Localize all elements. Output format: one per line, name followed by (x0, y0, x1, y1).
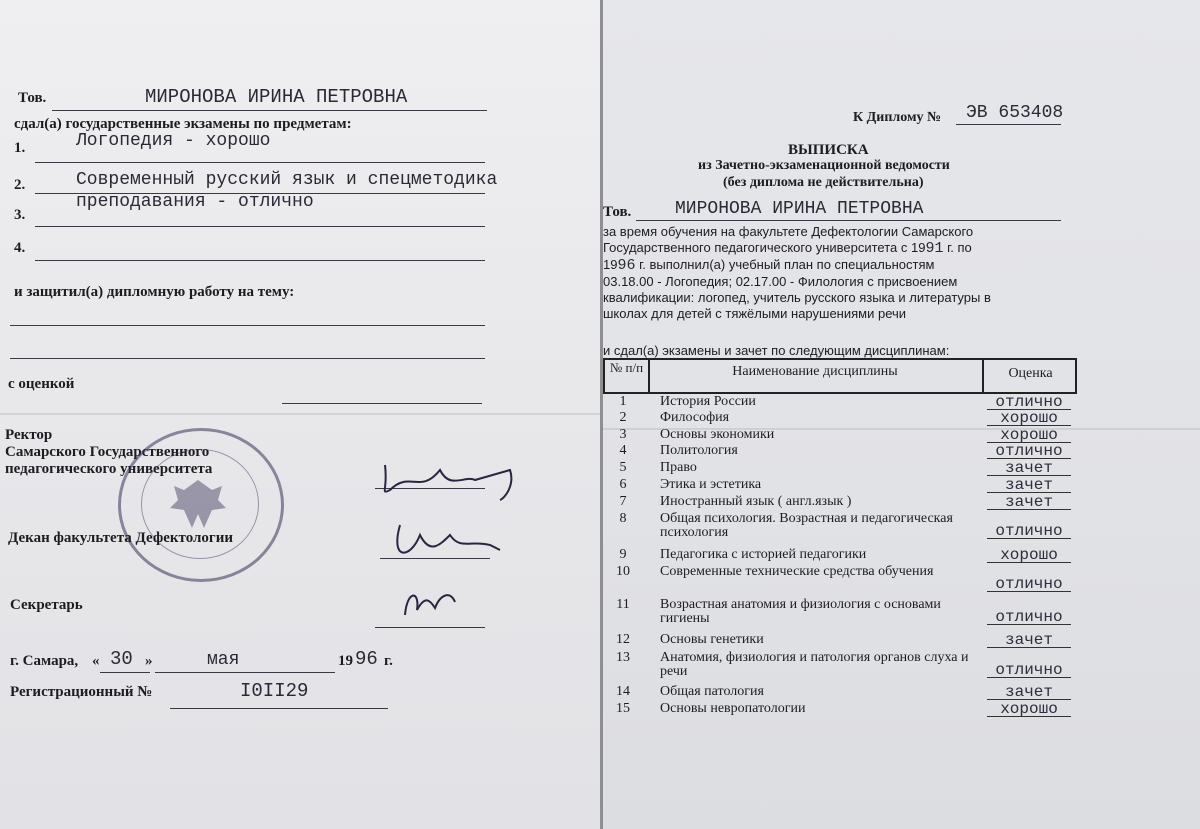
diploma-number: ЭВ 653408 (966, 103, 1064, 123)
year-end: 96 (617, 257, 636, 274)
row-number: 13 (616, 650, 630, 665)
discipline-grade: отлично (987, 663, 1071, 678)
rector-signature-icon (370, 450, 520, 505)
city-label: г. Самара, (10, 653, 79, 669)
student-name-right: МИРОНОВА ИРИНА ПЕТРОВНА (675, 199, 924, 219)
discipline-name: Этика и эстетика (660, 477, 762, 492)
exams-intro: и сдал(а) экзамены и зачет по следующим дисциплинам: (603, 343, 950, 358)
discipline-grade: хорошо (987, 702, 1071, 717)
row-number: 8 (619, 511, 627, 526)
discipline-name: Основы невропатологии (660, 701, 806, 716)
tov-label: Тов. (18, 90, 47, 106)
with-grade-label: с оценкой (8, 376, 75, 392)
row-number: 14 (616, 684, 630, 699)
left-page: Тов. МИРОНОВА ИРИНА ПЕТРОВНА сдал(а) государственные экзамены по предметам: 1. Логопедия - хорошо 2. Современный русский язык и спецметодика преподавания - отлично 3. 4. и защитил(а) дипломную работу на тему: с оценкой Ректор Самарского Государственного педагогического университета Декан факультета Дефектологии Секретарь г. Самара, « 30 » мая 19 96 г. Регистрационный № I0II29 (0, 0, 600, 829)
discipline-grade: хорошо (987, 428, 1071, 443)
discipline-grade: зачет (987, 685, 1071, 700)
discipline-grade: отлично (987, 395, 1071, 410)
exam-2: Современный русский язык и спецметодика (76, 170, 498, 190)
discipline-name: Общая патология (660, 684, 764, 699)
discipline-name: Современные технические средства обучения (660, 564, 934, 579)
discipline-name: Общая психология. Возрастная и педагогическая психология (660, 511, 953, 540)
secretary-signature-icon (395, 580, 465, 625)
year-start: 91 (925, 240, 944, 257)
university-line1: Самарского Государственного (5, 444, 210, 460)
row-number: 11 (616, 597, 630, 612)
tov-label-right: Тов. (603, 204, 632, 220)
discipline-name: Политология (660, 443, 738, 458)
row-number: 6 (619, 477, 627, 492)
row-number: 15 (616, 701, 630, 716)
diploma-label: К Диплому № (853, 110, 942, 125)
discipline-name: Философия (660, 410, 730, 425)
date-year-prefix: 19 (338, 653, 353, 669)
dean-signature-icon (380, 515, 510, 565)
student-name: МИРОНОВА ИРИНА ПЕТРОВНА (145, 86, 408, 108)
discipline-name: Анатомия, физиология и патология органов слуха и речи (660, 650, 969, 679)
discipline-grade: зачет (987, 478, 1071, 493)
dean-label: Декан факультета Дефектологии (8, 530, 234, 546)
header-name: Наименование дисциплины (732, 364, 898, 379)
exam-num-3: 3. (14, 207, 26, 223)
row-number: 10 (616, 564, 630, 579)
discipline-grade: зачет (987, 461, 1071, 476)
row-number: 9 (619, 547, 627, 562)
university-line2: педагогического университета (5, 461, 213, 477)
discipline-grade: зачет (987, 633, 1071, 648)
header-num: № п/п (605, 360, 650, 392)
date-year-end: г. (384, 653, 393, 669)
row-number: 3 (619, 427, 627, 442)
discipline-name: Возрастная анатомия и физиология с основами гигиены (660, 597, 941, 626)
discipline-name: Иностранный язык ( англ.язык ) (660, 494, 852, 509)
eagle-emblem-icon (118, 428, 278, 576)
state-exams-label: сдал(а) государственные экзамены по предметам: (14, 116, 352, 132)
row-number: 7 (619, 494, 627, 509)
date-year-suffix: 96 (355, 648, 378, 670)
doc-note: (без диплома не действительна) (723, 175, 924, 190)
fold-line (0, 413, 600, 415)
exam-2-cont: преподавания - отлично (76, 192, 314, 212)
para-line-1: за время обучения на факультете Дефектологии Самарского (603, 224, 974, 239)
doc-subtitle: из Зачетно-экзаменационной ведомости (698, 158, 950, 173)
exam-num-2: 2. (14, 177, 26, 193)
discipline-grade: отлично (987, 610, 1071, 625)
discipline-grade: отлично (987, 444, 1071, 459)
discipline-name: Право (660, 460, 697, 475)
year-end-tail: г. выполнил(а) учебный план по специальностям (639, 257, 935, 272)
discipline-grade: отлично (987, 524, 1071, 539)
header-grade: Оценка (982, 360, 1077, 392)
row-number: 1 (619, 394, 627, 409)
row-number: 4 (619, 443, 627, 458)
date-day: 30 (110, 648, 133, 670)
year-to-label: г. по (947, 240, 972, 255)
discipline-grade: отлично (987, 577, 1071, 592)
date-month: мая (207, 650, 240, 670)
para-line-3: 19 (603, 257, 618, 272)
para-line-6: школах для детей с тяжёлыми нарушениями речи (603, 306, 907, 321)
para-line-4: 03.18.00 - Логопедия; 02.17.00 - Филология с присвоением (603, 274, 958, 289)
right-page (603, 0, 1200, 829)
row-number: 5 (619, 460, 627, 475)
exam-num-4: 4. (14, 240, 26, 256)
discipline-name: Основы генетики (660, 632, 764, 647)
table-header (603, 358, 1077, 394)
discipline-grade: хорошо (987, 411, 1071, 426)
registration-label: Регистрационный № (10, 684, 153, 700)
exam-1: Логопедия - хорошо (76, 131, 271, 151)
discipline-grade: зачет (987, 495, 1071, 510)
para-line-5: квалификации: логопед, учитель русского языка и литературы в (603, 290, 991, 305)
discipline-name: Педагогика с историей педагогики (660, 547, 867, 562)
exam-num-1: 1. (14, 140, 26, 156)
official-seal (118, 428, 284, 582)
secretary-label: Секретарь (10, 597, 83, 613)
thesis-label: и защитил(а) дипломную работу на тему: (14, 284, 295, 300)
discipline-name: Основы экономики (660, 427, 775, 442)
row-number: 2 (619, 410, 627, 425)
rector-label: Ректор (5, 427, 53, 443)
discipline-grade: хорошо (987, 548, 1071, 563)
row-number: 12 (616, 632, 630, 647)
study-paragraph (603, 224, 1073, 322)
registration-number: I0II29 (240, 680, 309, 702)
para-line-2: Государственного педагогического университета с 19 (603, 240, 926, 255)
discipline-name: История России (660, 394, 756, 409)
doc-title: ВЫПИСКА (788, 142, 869, 158)
